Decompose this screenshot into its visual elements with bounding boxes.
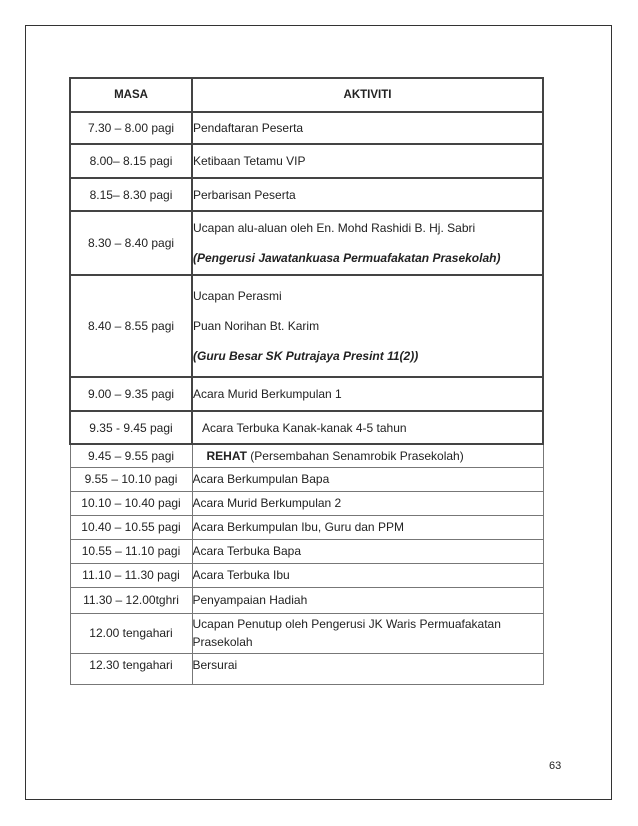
header-masa: MASA (70, 78, 192, 112)
rehat-label: REHAT (206, 448, 247, 463)
table-row (70, 411, 543, 444)
table-row (70, 444, 543, 467)
activity-line: (Pengerusi Jawatankuasa Permuafakatan Prasekolah) (193, 251, 501, 265)
schedule-table (69, 77, 544, 685)
time-cell: 11.30 – 12.00tghri (70, 587, 192, 613)
time-cell: 8.40 – 8.55 pagi (70, 275, 192, 377)
activity-cell: Acara Terbuka Kanak-kanak 4-5 tahun (192, 411, 543, 444)
activity-cell (192, 444, 543, 467)
activity-cell: Bersurai (192, 653, 543, 684)
activity-cell: Acara Berkumpulan Bapa (192, 467, 543, 491)
table-row (70, 144, 543, 178)
time-cell: 9.45 – 9.55 pagi (70, 444, 192, 467)
time-cell: 12.30 tengahari (70, 653, 192, 684)
header-aktiviti: AKTIVITI (192, 78, 543, 112)
table-row (70, 539, 543, 563)
table-row (70, 467, 543, 491)
table-header-row (70, 78, 543, 112)
time-cell: 8.00– 8.15 pagi (70, 144, 192, 178)
table-row (70, 178, 543, 211)
activity-cell: Pendaftaran Peserta (192, 112, 543, 144)
activity-cell: Acara Terbuka Ibu (192, 563, 543, 587)
time-cell: 10.55 – 11.10 pagi (70, 539, 192, 563)
activity-line: Prasekolah (192, 635, 253, 649)
activity-cell: Penyampaian Hadiah (192, 587, 543, 613)
table-row (70, 653, 543, 684)
table-row (70, 112, 543, 144)
page-number: 63 (549, 760, 562, 772)
time-cell: 7.30 – 8.00 pagi (70, 112, 192, 144)
time-cell: 9.35 - 9.45 pagi (70, 411, 192, 444)
activity-line: Puan Norihan Bt. Karim (193, 319, 320, 333)
activity-cell: Ketibaan Tetamu VIP (192, 144, 543, 178)
table-row (70, 515, 543, 539)
table-row (70, 377, 543, 411)
table-row (70, 491, 543, 515)
time-cell: 12.00 tengahari (70, 613, 192, 653)
time-cell: 10.10 – 10.40 pagi (70, 491, 192, 515)
activity-cell (192, 211, 543, 275)
table-row (70, 211, 543, 275)
time-cell: 8.15– 8.30 pagi (70, 178, 192, 211)
activity-line: Ucapan Perasmi (193, 289, 282, 303)
table-row (70, 613, 543, 653)
activity-cell (192, 613, 543, 653)
table-row (70, 587, 543, 613)
time-cell: 10.40 – 10.55 pagi (70, 515, 192, 539)
time-cell: 8.30 – 8.40 pagi (70, 211, 192, 275)
activity-line: Ucapan Penutup oleh Pengerusi JK Waris Permuafakatan (192, 617, 501, 631)
time-cell: 9.55 – 10.10 pagi (70, 467, 192, 491)
activity-cell: Acara Terbuka Bapa (192, 539, 543, 563)
activity-cell: Perbarisan Peserta (192, 178, 543, 211)
time-cell: 9.00 – 9.35 pagi (70, 377, 192, 411)
activity-cell (192, 275, 543, 377)
table-row (70, 275, 543, 377)
activity-cell: Acara Murid Berkumpulan 1 (192, 377, 543, 411)
time-cell: 11.10 – 11.30 pagi (70, 563, 192, 587)
activity-line: Ucapan alu-aluan oleh En. Mohd Rashidi B. Hj. Sabri (193, 221, 476, 235)
rehat-detail: (Persembahan Senamrobik Prasekolah) (246, 448, 464, 463)
activity-line: (Guru Besar SK Putrajaya Presint 11(2)) (193, 349, 419, 363)
activity-cell: Acara Murid Berkumpulan 2 (192, 491, 543, 515)
table-row (70, 563, 543, 587)
activity-cell: Acara Berkumpulan Ibu, Guru dan PPM (192, 515, 543, 539)
